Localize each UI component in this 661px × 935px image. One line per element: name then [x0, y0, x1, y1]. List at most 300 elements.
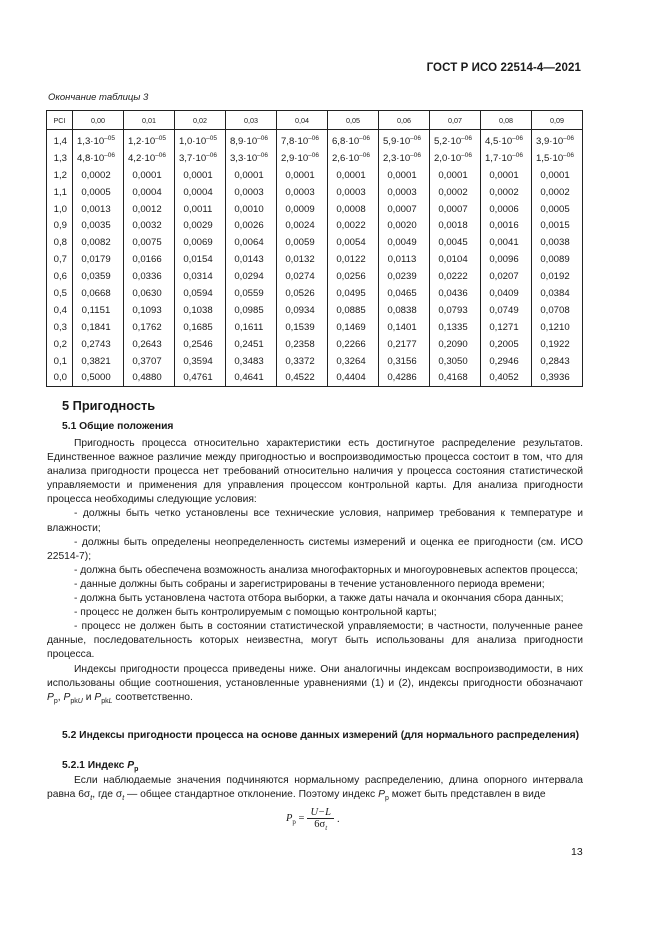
cell-value: 0,0003 — [285, 186, 315, 198]
cell-value: 0,0749 — [489, 304, 519, 316]
table-cell — [328, 234, 379, 251]
cell-value: 0,9 — [53, 220, 67, 232]
table-row — [47, 150, 583, 167]
table-cell — [328, 268, 379, 285]
table-cell — [532, 130, 583, 150]
cell-value: 0,3050 — [438, 355, 468, 367]
cell-exponent: –06 — [359, 135, 371, 143]
table-cell — [124, 234, 175, 251]
cell-value: 0,0384 — [540, 287, 570, 299]
cell-exponent: –06 — [563, 135, 575, 143]
table-cell — [481, 150, 532, 167]
cell-value: 2,0·10 — [433, 153, 462, 165]
section-5-2-title: 5.2 Индексы пригодности процесса на основе данных измерений (для нормального распределения) — [62, 730, 580, 741]
cell-value: 0,0029 — [183, 220, 213, 232]
denominator-text: 6σ — [314, 819, 326, 830]
cell-value: 0,0003 — [336, 186, 366, 198]
cell-value: 0,0007 — [438, 203, 468, 215]
table-cell — [73, 234, 124, 251]
table-cell — [73, 319, 124, 336]
cell-value: 0,0018 — [438, 220, 468, 232]
table-cell — [124, 184, 175, 201]
table-cell — [73, 353, 124, 370]
cell-value: 1,2·10 — [127, 136, 156, 148]
table-cell — [175, 167, 226, 184]
table-cell — [532, 150, 583, 167]
row-header-cell — [47, 336, 73, 353]
cell-value: 0,0012 — [132, 203, 162, 215]
cell-value: 4,8·10 — [76, 153, 105, 165]
cell-value: 0,5000 — [81, 372, 111, 384]
table-caption: Окончание таблицы 3 — [48, 92, 149, 103]
table-cell — [226, 319, 277, 336]
cell-value: 0,0016 — [489, 220, 519, 232]
column-header: 0,03 — [226, 111, 277, 130]
column-header: 0,05 — [328, 111, 379, 130]
table-cell — [277, 268, 328, 285]
cell-value: 0,2843 — [540, 355, 570, 367]
cell-value: 0,0166 — [132, 254, 162, 266]
table-cell — [379, 184, 430, 201]
pp-formula — [286, 807, 340, 832]
table-cell — [73, 130, 124, 150]
cell-value: 0,0096 — [489, 254, 519, 266]
cell-value: 1,7·10 — [484, 153, 513, 165]
cell-value: 0,0005 — [540, 203, 570, 215]
cell-value: 0,0022 — [336, 220, 366, 232]
table-cell — [277, 217, 328, 234]
formula-fraction — [307, 807, 334, 832]
column-header-pci: PCI — [47, 111, 73, 130]
cell-value: 0,0143 — [234, 254, 264, 266]
table-cell — [328, 201, 379, 218]
cell-value: 0,1469 — [336, 321, 366, 333]
table-cell — [73, 251, 124, 268]
cell-value: 0,0026 — [234, 220, 264, 232]
cell-value: 0,0192 — [540, 271, 570, 283]
cell-value: 3,7·10 — [178, 153, 207, 165]
row-header-cell — [47, 217, 73, 234]
cell-value: 0,2005 — [489, 338, 519, 350]
table-cell — [226, 336, 277, 353]
table-cell — [175, 201, 226, 218]
cell-exponent: –06 — [512, 152, 524, 160]
table-cell — [379, 285, 430, 302]
section-5-2-1-body — [47, 774, 583, 806]
cell-value: 0,4168 — [438, 372, 468, 384]
cell-value: 0,2451 — [234, 338, 264, 350]
cell-exponent: –06 — [308, 135, 320, 143]
cell-value: 4,5·10 — [484, 136, 513, 148]
table-cell — [175, 150, 226, 167]
column-header: 0,07 — [430, 111, 481, 130]
table-cell — [430, 217, 481, 234]
table-cell — [175, 336, 226, 353]
cell-value: 0,4286 — [387, 372, 417, 384]
cell-value: 0,3936 — [540, 372, 570, 384]
cell-value: 0,0001 — [132, 169, 162, 181]
table-cell — [379, 130, 430, 150]
row-header-cell — [47, 285, 73, 302]
cell-value: 0,4052 — [489, 372, 519, 384]
table-cell — [328, 319, 379, 336]
table-cell — [73, 369, 124, 386]
cell-value: 0,1611 — [234, 321, 264, 333]
cell-value: 0,0336 — [132, 271, 162, 283]
cell-value: 0,0207 — [489, 271, 519, 283]
cell-value: 0,0885 — [336, 304, 366, 316]
cell-value: 0,3821 — [81, 355, 111, 367]
table-row — [47, 201, 583, 218]
cell-value: 3,3·10 — [229, 153, 258, 165]
table-cell — [277, 201, 328, 218]
table-cell — [430, 150, 481, 167]
cell-value: 0,0001 — [387, 169, 417, 181]
table-cell — [277, 285, 328, 302]
table-cell — [124, 251, 175, 268]
cell-value: 0,0024 — [285, 220, 315, 232]
table-cell — [277, 130, 328, 150]
cell-value: 0,0032 — [132, 220, 162, 232]
cell-value: 0,1093 — [132, 304, 162, 316]
cell-value: 0,0002 — [438, 186, 468, 198]
table-cell — [532, 184, 583, 201]
table-cell — [430, 234, 481, 251]
table-cell — [379, 268, 430, 285]
cell-value: 0,0594 — [183, 287, 213, 299]
table-row — [47, 302, 583, 319]
column-header: 0,06 — [379, 111, 430, 130]
cell-value: 4,2·10 — [127, 153, 156, 165]
cell-value: 0,1 — [53, 355, 67, 367]
cell-value: 0,0001 — [285, 169, 315, 181]
cell-value: 1,4 — [53, 135, 67, 147]
cell-value: 0,0465 — [387, 287, 417, 299]
cell-value: 7,8·10 — [280, 136, 309, 148]
table-cell — [175, 184, 226, 201]
cell-value: 0,0934 — [285, 304, 315, 316]
paragraph-text: Индексы пригодности процесса приведены ниже. Они аналогичны индексам воспроизводимости, в них использованы общие соотношения, установленные уравнениями (1) и (2), индексы пригодности обозначают — [47, 663, 583, 689]
cell-value: 0,0020 — [387, 220, 417, 232]
table-cell — [277, 150, 328, 167]
table-cell — [277, 353, 328, 370]
cell-exponent: –06 — [461, 135, 473, 143]
cell-value: 8,9·10 — [229, 136, 258, 148]
cell-exponent: –06 — [461, 152, 473, 160]
cell-value: 0,0013 — [81, 203, 111, 215]
cell-value: 0,0154 — [183, 254, 213, 266]
cell-value: 0,1038 — [183, 304, 213, 316]
cell-value: 0,2743 — [81, 338, 111, 350]
cell-exponent: –06 — [359, 152, 371, 160]
table-cell — [481, 130, 532, 150]
cell-value: 0,0985 — [234, 304, 264, 316]
cell-value: 0,0082 — [81, 237, 111, 249]
table-cell — [430, 130, 481, 150]
table-cell — [226, 167, 277, 184]
table-cell — [481, 234, 532, 251]
cell-value: 0,3156 — [387, 355, 417, 367]
paragraph-text: соответственно. — [115, 691, 193, 703]
section-5-2-1-title: 5.2.1 Индекс $P_р$ — [62, 760, 139, 774]
cell-value: 0,0015 — [540, 220, 570, 232]
table-cell — [481, 353, 532, 370]
table-cell — [379, 217, 430, 234]
cell-value: 3,9·10 — [535, 136, 564, 148]
table-cell — [532, 268, 583, 285]
cell-value: 0,0436 — [438, 287, 468, 299]
paragraph-text: Если наблюдаемые значения подчиняются нормальному распределению, длина опорного интервала равна 6σ — [47, 775, 583, 801]
cell-value: 1,1 — [53, 186, 67, 198]
cell-exponent: –06 — [104, 152, 116, 160]
cell-exponent: –05 — [155, 135, 167, 143]
cell-value: 0,0007 — [387, 203, 417, 215]
table-cell — [379, 319, 430, 336]
cell-exponent: –06 — [257, 135, 269, 143]
table-cell — [481, 302, 532, 319]
table-cell — [328, 150, 379, 167]
cell-value: 0,2 — [53, 338, 67, 350]
cell-value: 0,0003 — [234, 186, 264, 198]
table-cell — [379, 336, 430, 353]
cell-value: 0,0002 — [540, 186, 570, 198]
table-cell — [124, 319, 175, 336]
cell-exponent: –06 — [410, 152, 422, 160]
table-cell — [226, 184, 277, 201]
cell-exponent: –06 — [308, 152, 320, 160]
table-cell — [226, 150, 277, 167]
cell-value: 0,0009 — [285, 203, 315, 215]
table-cell — [379, 369, 430, 386]
section-5-title: 5 Пригодность — [62, 398, 156, 413]
table-cell — [481, 217, 532, 234]
table-row — [47, 353, 583, 370]
table-row — [47, 167, 583, 184]
row-header-cell — [47, 130, 73, 150]
cell-value: 0,0001 — [540, 169, 570, 181]
cell-value: 0,0054 — [336, 237, 366, 249]
cell-value: 1,5·10 — [535, 153, 564, 165]
cell-value: 0,0132 — [285, 254, 315, 266]
table-cell — [124, 217, 175, 234]
table-row — [47, 285, 583, 302]
table-cell — [175, 234, 226, 251]
table-cell — [379, 353, 430, 370]
table-cell — [379, 234, 430, 251]
cell-value: 0,1401 — [387, 321, 417, 333]
table-cell — [277, 184, 328, 201]
row-header-cell — [47, 201, 73, 218]
cell-value: 0,0001 — [336, 169, 366, 181]
table-cell — [532, 319, 583, 336]
cell-value: 0,0005 — [81, 186, 111, 198]
cell-value: 0,0069 — [183, 237, 213, 249]
cell-value: 0,8 — [53, 237, 67, 249]
cell-value: 0,0122 — [336, 254, 366, 266]
table-row — [47, 369, 583, 386]
table-cell — [328, 184, 379, 201]
table-cell — [430, 201, 481, 218]
cell-value: 0,0075 — [132, 237, 162, 249]
cell-value: 0,0359 — [81, 271, 111, 283]
table-cell — [430, 302, 481, 319]
table-cell — [277, 369, 328, 386]
table-cell — [328, 285, 379, 302]
column-header: 0,09 — [532, 111, 583, 130]
table-cell — [481, 285, 532, 302]
cell-value: 0,3594 — [183, 355, 213, 367]
table-row — [47, 130, 583, 150]
table-cell — [73, 167, 124, 184]
cell-value: 0,3264 — [336, 355, 366, 367]
cell-value: 0,0038 — [540, 237, 570, 249]
table-cell — [73, 184, 124, 201]
cell-value: 0,2546 — [183, 338, 213, 350]
cell-value: 6,8·10 — [331, 136, 360, 148]
table-cell — [175, 130, 226, 150]
paragraph-text: — общее стандартное отклонение. Поэтому индекс — [124, 789, 376, 801]
cell-value: 0,1151 — [81, 304, 111, 316]
row-header-cell — [47, 184, 73, 201]
row-header-cell — [47, 353, 73, 370]
cell-value: 0,0001 — [234, 169, 264, 181]
column-header: 0,01 — [124, 111, 175, 130]
table-cell — [175, 319, 226, 336]
table-cell — [124, 201, 175, 218]
table-cell — [226, 369, 277, 386]
cell-value: 5,2·10 — [433, 136, 462, 148]
cell-exponent: –06 — [257, 152, 269, 160]
cell-value: 0,0113 — [387, 254, 417, 266]
document-header: ГОСТ Р ИСО 22514-4—2021 — [426, 62, 581, 74]
table-cell — [379, 150, 430, 167]
table-cell — [175, 302, 226, 319]
table-cell — [226, 285, 277, 302]
table-cell — [430, 268, 481, 285]
bullet-item: - должна быть обеспечена возможность анализа многофакторных и многоуровневых аспектов процесса; — [74, 564, 578, 576]
cell-value: 0,0004 — [132, 186, 162, 198]
paragraph-text: может быть представлен в виде — [391, 789, 546, 801]
page-number: 13 — [571, 846, 583, 858]
cell-value: 0,0104 — [438, 254, 468, 266]
cell-value: 0,3372 — [285, 355, 315, 367]
table-cell — [124, 302, 175, 319]
table-cell — [73, 201, 124, 218]
formula-period: . — [336, 814, 340, 826]
cell-value: 0,1922 — [540, 338, 570, 350]
cell-value: 0,0409 — [489, 287, 519, 299]
cell-value: 1,3·10 — [76, 136, 105, 148]
cell-value: 1,0·10 — [178, 136, 207, 148]
cell-value: 1,0 — [53, 203, 67, 215]
row-header-cell — [47, 268, 73, 285]
table-cell — [124, 130, 175, 150]
cell-value: 2,3·10 — [382, 153, 411, 165]
row-header-cell — [47, 319, 73, 336]
paragraph: Если наблюдаемые значения подчиняются нормальному распределению, длина опорного интервала равна $6\sigma_t$, где $\sigma_t$ — общее стандартное отклонение. Поэтому индекс $P_р$ может быть представлен в виде — [47, 775, 583, 803]
column-header: 0,08 — [481, 111, 532, 130]
cell-value: 0,0559 — [234, 287, 264, 299]
column-header: 0,04 — [277, 111, 328, 130]
cell-value: 0,0003 — [387, 186, 417, 198]
cell-value: 0,1685 — [183, 321, 213, 333]
cell-value: 0,0668 — [81, 287, 111, 299]
table-row — [47, 268, 583, 285]
table-cell — [124, 150, 175, 167]
table-header-row — [47, 111, 583, 130]
table-cell — [124, 369, 175, 386]
table-cell — [532, 336, 583, 353]
bullet-item: - должна быть установлена частота отбора выборки, а также даты начала и окончания сбора данных; — [74, 593, 564, 605]
table-cell — [124, 353, 175, 370]
table-cell — [430, 369, 481, 386]
table-cell — [430, 285, 481, 302]
table-cell — [226, 234, 277, 251]
table-cell — [226, 353, 277, 370]
cell-value: 2,6·10 — [331, 153, 360, 165]
cell-value: 0,0256 — [336, 271, 366, 283]
column-header: 0,02 — [175, 111, 226, 130]
table-cell — [481, 319, 532, 336]
cell-value: 0,2177 — [387, 338, 417, 350]
cell-value: 0,1335 — [438, 321, 468, 333]
cell-value: 1,3 — [53, 152, 67, 164]
table-cell — [277, 336, 328, 353]
heading-text: 5.2.1 Индекс — [62, 760, 125, 771]
table-cell — [481, 184, 532, 201]
table-cell — [124, 167, 175, 184]
table-cell — [379, 167, 430, 184]
cell-value: 0,0035 — [81, 220, 111, 232]
cell-value: 0,0006 — [489, 203, 519, 215]
cell-value: 0,0495 — [336, 287, 366, 299]
cell-exponent: –06 — [410, 135, 422, 143]
cell-value: 0,0004 — [183, 186, 213, 198]
table-cell — [73, 336, 124, 353]
column-header: 0,00 — [73, 111, 124, 130]
cell-value: 0,3707 — [132, 355, 162, 367]
cell-value: 0,0179 — [81, 254, 111, 266]
table-cell — [481, 201, 532, 218]
table-cell — [277, 302, 328, 319]
table-cell — [481, 167, 532, 184]
cell-value: 0,3 — [53, 321, 67, 333]
cell-value: 5,9·10 — [382, 136, 411, 148]
cell-value: 0,2358 — [285, 338, 315, 350]
table-cell — [328, 369, 379, 386]
table-cell — [277, 251, 328, 268]
cell-value: 0,4761 — [183, 372, 213, 384]
table-cell — [73, 268, 124, 285]
table-row — [47, 251, 583, 268]
cell-value: 0,5 — [53, 287, 67, 299]
cell-value: 0,0239 — [387, 271, 417, 283]
bullet-item: - должны быть определены неопределенность системы измерений и оценка ее пригодности (см. ИСО 22514-7); — [47, 536, 583, 562]
cell-value: 0,4404 — [336, 372, 366, 384]
table-cell — [277, 234, 328, 251]
table-cell — [226, 217, 277, 234]
cell-value: 0,2643 — [132, 338, 162, 350]
table-cell — [226, 130, 277, 150]
cell-value: 0,0314 — [183, 271, 213, 283]
table-cell — [532, 167, 583, 184]
table-cell — [532, 201, 583, 218]
table-cell — [124, 336, 175, 353]
cell-value: 0,0222 — [438, 271, 468, 283]
cell-value: 0,3483 — [234, 355, 264, 367]
cell-exponent: –05 — [104, 135, 116, 143]
cell-value: 0,0064 — [234, 237, 264, 249]
